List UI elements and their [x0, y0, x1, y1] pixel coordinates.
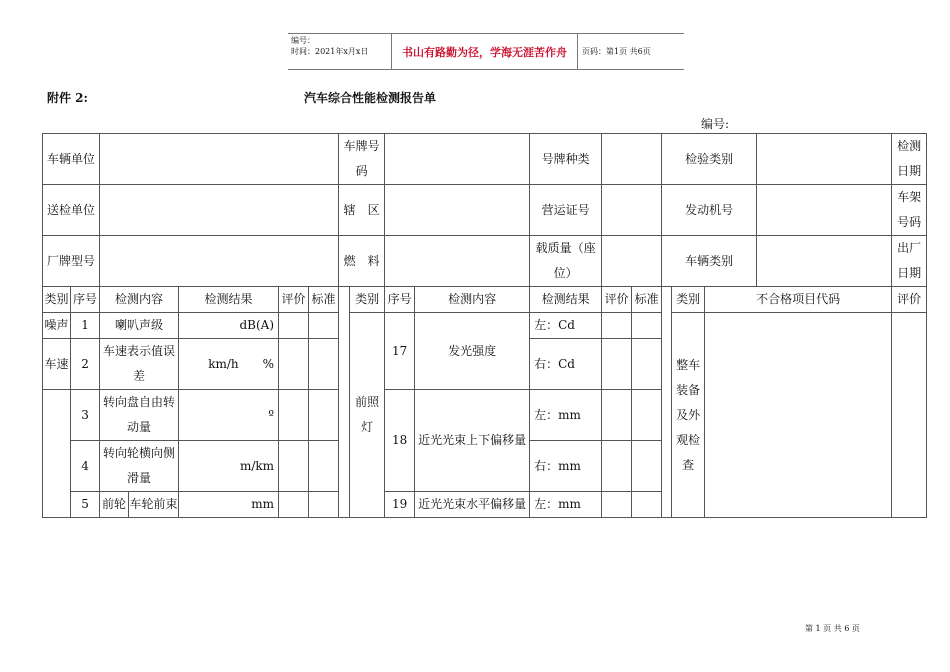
header-page-info: 页码：第1页 共6页 [582, 47, 651, 56]
std-18-left[interactable] [632, 390, 662, 441]
eval-17-right[interactable] [602, 339, 632, 390]
std-1[interactable] [309, 313, 339, 339]
item-steering-free-play: 转向盘自由转动量 [100, 390, 179, 441]
result-17-left[interactable]: 左：Cd [530, 313, 602, 339]
std-19-left[interactable] [632, 492, 662, 518]
label-brand-model: 厂牌型号 [43, 236, 100, 287]
eval-19-left[interactable] [602, 492, 632, 518]
result-speedometer-error[interactable]: km/h % [179, 339, 279, 390]
col-eval-2: 评价 [602, 287, 632, 313]
field-sender-unit[interactable] [100, 185, 339, 236]
field-load-capacity[interactable] [602, 236, 662, 287]
std-3[interactable] [309, 390, 339, 441]
cat-steering [43, 390, 71, 518]
report-number-label: 编号: [701, 117, 730, 131]
field-fuel[interactable] [385, 236, 530, 287]
result-18-right[interactable]: 右：mm [530, 441, 602, 492]
col-eval: 评价 [279, 287, 309, 313]
page-header [288, 33, 684, 70]
col-result: 检测结果 [179, 287, 279, 313]
item-low-beam-horizontal: 近光光束水平偏移量 [415, 492, 530, 518]
result-18-left[interactable]: 左：mm [530, 390, 602, 441]
item-side-slip: 转向轮横向侧滑量 [100, 441, 179, 492]
header-motto: 书山有路勤为径，学海无涯苦作舟 [392, 34, 578, 69]
item-luminous-intensity: 发光强度 [415, 313, 530, 390]
col-item: 检测内容 [100, 287, 179, 313]
std-2[interactable] [309, 339, 339, 390]
result-side-slip[interactable]: m/km [179, 441, 279, 492]
eval-4[interactable] [279, 441, 309, 492]
col-category-3: 类别 [672, 287, 705, 313]
field-brand-model[interactable] [100, 236, 339, 287]
item-toe-in: 车轮前束 [129, 492, 179, 518]
item-speedometer-error: 车速表示值误差 [100, 339, 179, 390]
label-manufacture-date: 出厂日期 [892, 236, 927, 287]
field-engine-number[interactable] [757, 185, 892, 236]
gap-left [339, 287, 350, 518]
result-19-left[interactable]: 左：mm [530, 492, 602, 518]
result-steering-free-play[interactable]: º [179, 390, 279, 441]
eval-right[interactable] [892, 313, 927, 518]
item-horn-level: 喇叭声级 [100, 313, 179, 339]
cat-speed: 车速 [43, 339, 71, 390]
header-meta [288, 34, 392, 69]
label-vehicle-category: 车辆类别 [662, 236, 757, 287]
col-result-2: 检测结果 [530, 287, 602, 313]
col-seq: 序号 [71, 287, 100, 313]
std-18-right[interactable] [632, 441, 662, 492]
header-time-label: 时间：2021年x月x日 [291, 47, 369, 56]
result-17-right[interactable]: 右：Cd [530, 339, 602, 390]
col-eval-3: 评价 [892, 287, 927, 313]
label-operation-cert: 营运证号 [530, 185, 602, 236]
label-district: 辖 区 [339, 185, 385, 236]
label-plate-number: 车牌号码 [339, 134, 385, 185]
label-load-capacity: 载质量（座位） [530, 236, 602, 287]
eval-18-right[interactable] [602, 441, 632, 492]
std-4[interactable] [309, 441, 339, 492]
col-code: 不合格项目代码 [705, 287, 892, 313]
item-front-wheel: 前轮 [100, 492, 129, 518]
report-table [42, 133, 927, 518]
field-failed-codes[interactable] [705, 313, 892, 518]
seq-19: 19 [385, 492, 415, 518]
col-category-2: 类别 [350, 287, 385, 313]
seq-3: 3 [71, 390, 100, 441]
result-horn-level[interactable]: dB(A) [179, 313, 279, 339]
col-item-2: 检测内容 [415, 287, 530, 313]
eval-2[interactable] [279, 339, 309, 390]
col-category: 类别 [43, 287, 71, 313]
col-standard-2: 标准 [632, 287, 662, 313]
field-vehicle-category[interactable] [757, 236, 892, 287]
col-seq-2: 序号 [385, 287, 415, 313]
label-fuel: 燃 料 [339, 236, 385, 287]
std-5[interactable] [309, 492, 339, 518]
seq-1: 1 [71, 313, 100, 339]
eval-18-left[interactable] [602, 390, 632, 441]
eval-5[interactable] [279, 492, 309, 518]
page-footer: 第 1 页 共 6 页 [805, 624, 860, 633]
gap-right [662, 287, 672, 518]
field-inspection-type[interactable] [757, 134, 892, 185]
seq-17: 17 [385, 313, 415, 390]
cat-noise: 噪声 [43, 313, 71, 339]
result-toe-in[interactable]: mm [179, 492, 279, 518]
cat-headlight: 前照灯 [350, 313, 385, 518]
label-vehicle-unit: 车辆单位 [43, 134, 100, 185]
col-standard: 标准 [309, 287, 339, 313]
seq-2: 2 [71, 339, 100, 390]
eval-17-left[interactable] [602, 313, 632, 339]
field-operation-cert[interactable] [602, 185, 662, 236]
attachment-label: 附件 2: [47, 91, 88, 105]
label-test-date: 检测日期 [892, 134, 927, 185]
label-frame-number: 车架号码 [892, 185, 927, 236]
eval-3[interactable] [279, 390, 309, 441]
field-district[interactable] [385, 185, 530, 236]
eval-1[interactable] [279, 313, 309, 339]
std-17-right[interactable] [632, 339, 662, 390]
report-title: 汽车综合性能检测报告单 [304, 91, 437, 105]
header-number-label: 编号： [291, 36, 315, 45]
field-plate-number[interactable] [385, 134, 530, 185]
label-plate-type: 号牌种类 [530, 134, 602, 185]
seq-4: 4 [71, 441, 100, 492]
field-plate-type[interactable] [602, 134, 662, 185]
seq-5: 5 [71, 492, 100, 518]
label-inspection-type: 检验类别 [662, 134, 757, 185]
cat-vehicle-equipment: 整车装备及外观检查 [672, 313, 705, 518]
std-17-left[interactable] [632, 313, 662, 339]
item-low-beam-vertical: 近光光束上下偏移量 [415, 390, 530, 492]
label-sender-unit: 送检单位 [43, 185, 100, 236]
label-engine-number: 发动机号 [662, 185, 757, 236]
field-vehicle-unit[interactable] [100, 134, 339, 185]
seq-18: 18 [385, 390, 415, 492]
